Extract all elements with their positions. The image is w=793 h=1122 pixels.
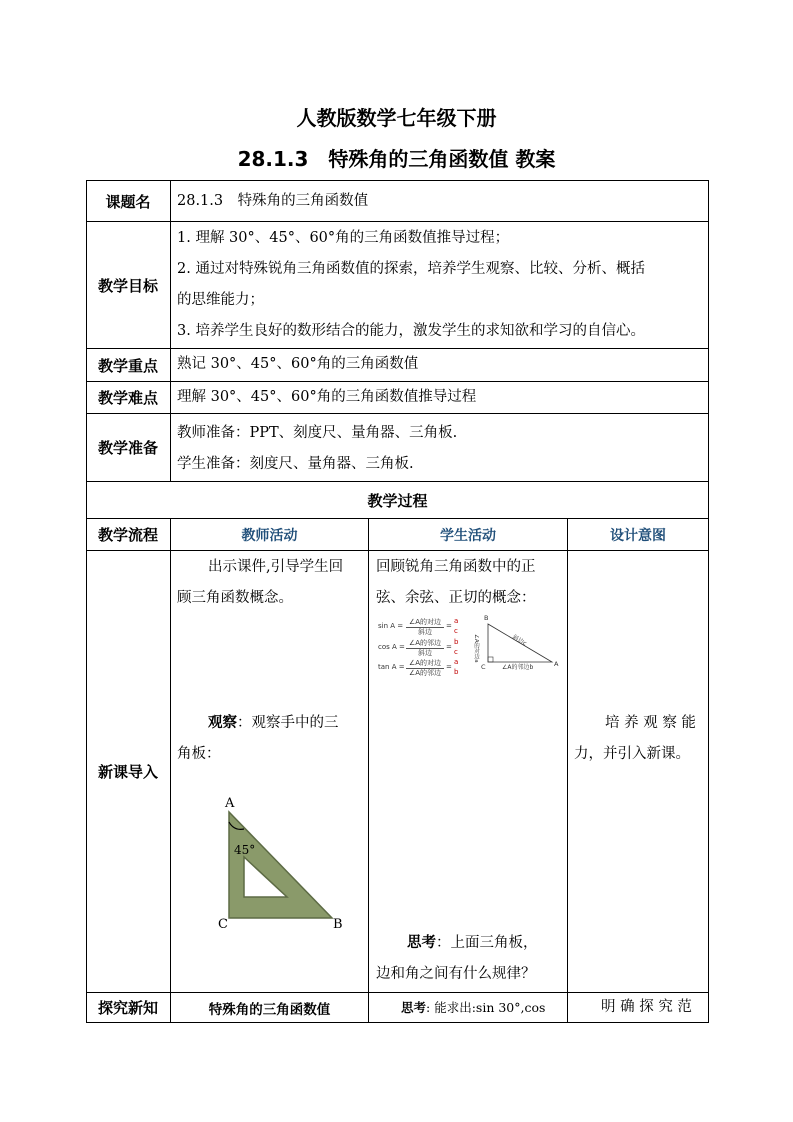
angle-45-label: 45° <box>234 843 256 857</box>
vertex-c-label: C <box>218 917 228 932</box>
tan-r-num: a <box>454 658 459 666</box>
prep-line-1: 教师准备：PPT、刻度尺、量角器、三角板. <box>177 425 458 441</box>
cos-den: 斜边 <box>418 649 432 657</box>
topic-label: 课题名 <box>105 192 151 211</box>
goal-line-4: 3. 培养学生良好的数形结合的能力，激发学生的求知欲和学习的自信心。 <box>177 323 645 339</box>
col-student-header: 学生活动 <box>440 527 496 544</box>
intro-student-cell <box>369 552 567 614</box>
diagram-hyp-label: 斜边c <box>511 633 528 648</box>
goals-content <box>171 223 708 347</box>
student-line-1: 回顾锐角三角函数中的正 <box>376 559 536 575</box>
explore-student <box>369 993 567 1022</box>
diagram-adj-label: ∠A的邻边b <box>502 664 534 671</box>
vertex-a-label: A <box>225 796 235 811</box>
teacher-line-1: 出示课件,引导学生回 <box>208 559 344 575</box>
col-teacher-header: 教师活动 <box>241 527 298 544</box>
right-angle-mark <box>488 657 493 662</box>
sin-eq: = <box>446 622 452 630</box>
sin-r-den: c <box>454 627 458 635</box>
observe-line-2: 角板： <box>177 746 221 762</box>
tan-label: tan A = <box>378 663 405 671</box>
goal-line-1: 1. 理解 30°、45°、60°角的三角函数值推导过程； <box>177 230 510 246</box>
explore-student-text: : 能求出:sin 30°,cos <box>426 1000 546 1015</box>
col-intent-header: 设计意图 <box>610 527 666 544</box>
document-title: 人教版数学七年级下册 <box>296 106 497 130</box>
sin-r-num: a <box>454 617 459 625</box>
tan-eq: = <box>446 663 452 671</box>
goals-label: 教学目标 <box>97 276 158 295</box>
observe-bold: 观察 <box>208 715 237 731</box>
sin-den: 斜边 <box>418 628 432 636</box>
teacher-line-2: 顾三角函数概念。 <box>177 590 293 606</box>
right-triangle-diagram <box>472 612 562 672</box>
cos-label: cos A = <box>378 643 405 651</box>
think-line-1: ：上面三角板， <box>436 935 538 951</box>
diagram-opp-label: ∠A的对边a <box>473 634 479 663</box>
document-subtitle: 28.1.3 特殊角的三角函数值 教案 <box>237 147 556 171</box>
key-label: 教学重点 <box>97 356 158 375</box>
intent-line-1: 培 养 观 察 能 <box>605 715 696 731</box>
sin-label: sin A = <box>378 622 404 630</box>
goal-line-3: 的思维能力； <box>177 292 264 308</box>
prep-content <box>171 418 708 480</box>
tan-den: ∠A的邻边 <box>408 669 442 677</box>
process-title: 教学过程 <box>367 491 428 510</box>
intro-teacher-cell <box>171 552 368 614</box>
cos-num: ∠A的邻边 <box>406 638 444 649</box>
sin-num: ∠A的对边 <box>406 617 444 628</box>
goal-line-2: 2. 通过对特殊锐角三角函数值的探索，培养学生观察、比较、分析、概括 <box>177 261 645 277</box>
explore-intent: 明 确 探 究 范 <box>601 999 692 1015</box>
student-line-2: 弦、余弦、正切的概念： <box>376 590 536 606</box>
explore-teacher: 特殊角的三角函数值 <box>208 1001 331 1018</box>
tan-num: ∠A的对边 <box>406 658 444 669</box>
diagram-c-label: C <box>481 663 486 671</box>
cos-eq: = <box>446 643 452 651</box>
diagram-a-label: A <box>554 660 559 668</box>
vertex-b-label: B <box>333 917 343 932</box>
cos-r-den: c <box>454 648 458 656</box>
difficulty-value: 理解 30°、45°、60°角的三角函数值推导过程 <box>177 389 477 405</box>
prep-label: 教学准备 <box>97 439 158 457</box>
intent-line-2: 力，并引入新课。 <box>574 746 690 762</box>
difficulty-label: 教学难点 <box>97 389 158 407</box>
diagram-b-label: B <box>484 614 489 622</box>
think-bold: 思考 <box>407 935 436 951</box>
col-flow-header: 教学流程 <box>97 526 158 544</box>
topic-value: 28.1.3 特殊角的三角函数值 <box>177 193 369 209</box>
explore-think-bold: 思考 <box>401 1000 427 1015</box>
intro-label: 新课导入 <box>97 763 158 781</box>
intent-block <box>568 708 708 770</box>
prep-line-2: 学生准备：刻度尺、量角器、三角板. <box>177 456 414 472</box>
think-line-2: 边和角之间有什么规律？ <box>376 966 536 982</box>
explore-label: 探究新知 <box>97 999 158 1017</box>
set-square-diagram <box>212 795 352 935</box>
tan-r-den: b <box>454 668 459 676</box>
cos-r-num: b <box>454 638 459 646</box>
observe-block <box>171 708 368 770</box>
think-block <box>369 928 567 990</box>
key-value: 熟记 30°、45°、60°角的三角函数值 <box>177 356 419 372</box>
observe-line-1: ：观察手中的三 <box>237 715 339 731</box>
